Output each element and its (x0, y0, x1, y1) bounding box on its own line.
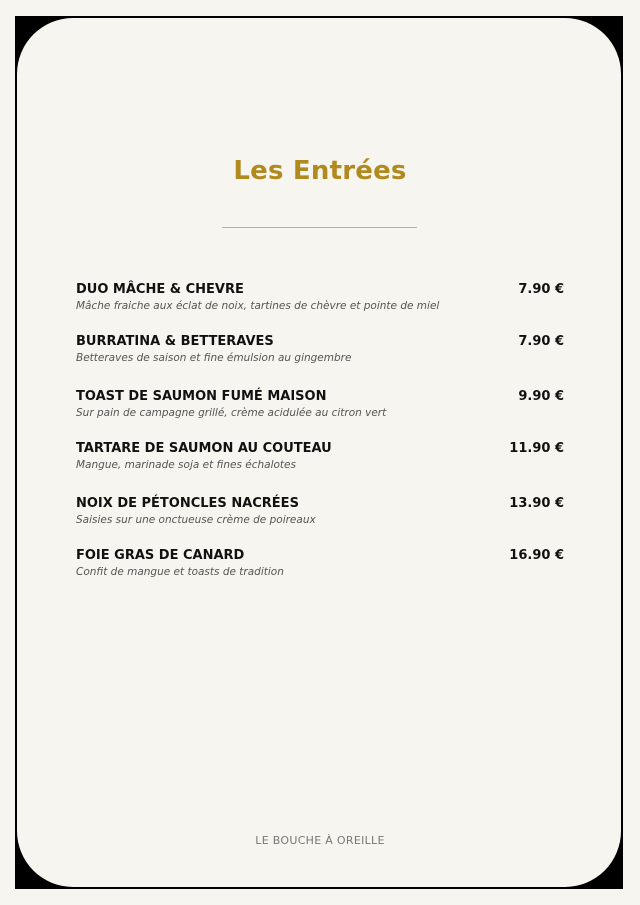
item-price: 9.90 € (518, 389, 564, 404)
item-description: Saisies sur une onctueuse crème de poireaux (76, 514, 316, 526)
item-description: Mâche fraiche aux éclat de noix, tartines de chèvre et pointe de miel (76, 300, 440, 312)
menu-item (76, 441, 564, 496)
item-name: NOIX DE PÉTONCLES NACRÉES (76, 496, 299, 511)
menu-item (76, 548, 564, 600)
item-name: BURRATINA & BETTERAVES (76, 334, 274, 349)
menu-item (76, 282, 564, 334)
item-description: Confit de mangue et toasts de tradition (76, 566, 284, 578)
item-name: TARTARE DE SAUMON AU COUTEAU (76, 441, 332, 456)
restaurant-name-footer: LE BOUCHE À OREILLE (255, 834, 385, 847)
item-price: 7.90 € (518, 334, 564, 349)
item-price: 7.90 € (518, 282, 564, 297)
item-price: 16.90 € (509, 548, 564, 563)
menu-item (76, 334, 564, 389)
title-divider (222, 227, 417, 228)
menu-title: Les Entrées (233, 156, 407, 186)
item-description: Sur pain de campagne grillé, crème acidulée au citron vert (76, 407, 387, 419)
item-name: TOAST DE SAUMON FUMÉ MAISON (76, 389, 327, 404)
item-name: FOIE GRAS DE CANARD (76, 548, 245, 563)
item-description: Mangue, marinade soja et fines échalotes (76, 459, 296, 471)
item-description: Betteraves de saison et fine émulsion au gingembre (76, 352, 352, 364)
menu-item (76, 496, 564, 548)
item-price: 11.90 € (509, 441, 564, 456)
menu-item (76, 389, 564, 441)
menu-list (76, 282, 564, 600)
item-name: DUO MÂCHE & CHEVRE (76, 282, 244, 297)
item-price: 13.90 € (509, 496, 564, 511)
